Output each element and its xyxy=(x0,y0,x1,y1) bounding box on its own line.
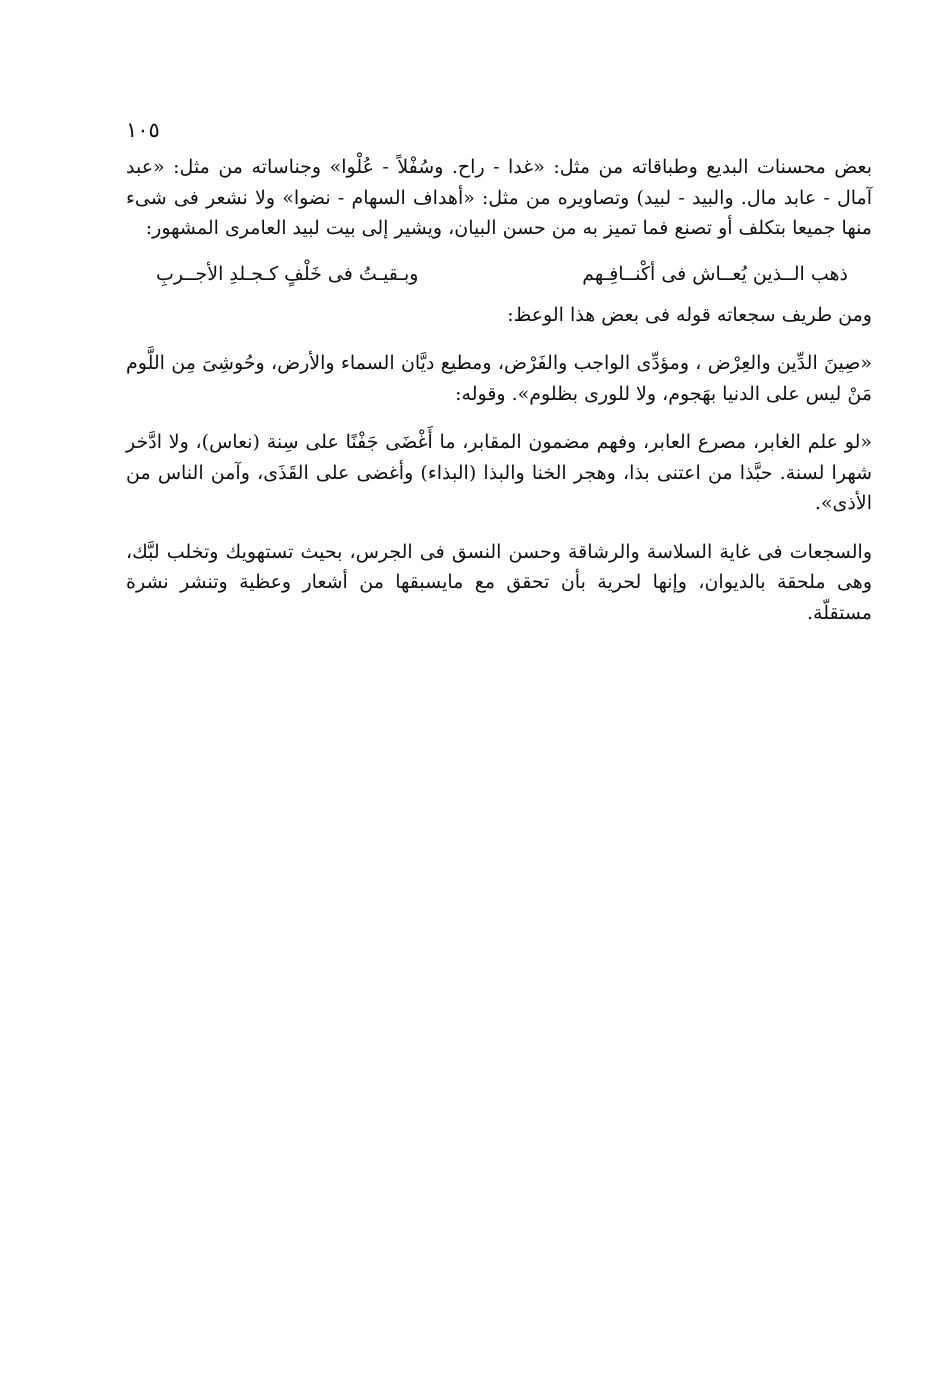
verse-second-hemistich: وبـقيـتُ فى خَلْفٍ كـجـلدِ الأجــربِ xyxy=(156,262,419,285)
verse-first-hemistich: ذهب الــذين يُعــاش فى أكْنــافِـهم xyxy=(582,262,848,285)
quote-paragraph-1: «صِينَ الدِّين والعِرْض ، ومؤدِّى الواجب والفَرْض، ومطيع ديَّان السماء والأرض، وحُوشِىَ مِن اللَّوم مَنْ ليس على الدنيا بهَجوم، ولا للورى بظلوم». وقوله: xyxy=(126,352,872,405)
poem-verse xyxy=(156,258,848,290)
closing-paragraph: والسجعات فى غاية السلاسة والرشاقة وحسن النسق فى الجرس، بحيث تستهويك وتخلب لبَّك، وهى ملحقة بالديوان، وإنها لحرية بأن تحقق مع مايسبقها من أشعار وعظية وتنشر نشرة مستقلّة. xyxy=(126,540,872,624)
quote-paragraph-2: «لو علم الغابر، مصرع العابر، وفهم مضمون المقابر، ما أَغْضَى جَفْنًا على سِنة (نعاس)، ولا ادَّخر شهرا لسنة. حبَّذا من اعتنى بذا، وهجر الخنا والبذا (البذاء) وأغضى على القَذَى، وآمن الناس من الأذى». xyxy=(126,431,872,514)
body-text xyxy=(126,152,872,628)
lead-in-paragraph: ومن طريف سجعاته قوله فى بعض هذا الوعظ: xyxy=(507,303,872,326)
intro-paragraph: بعض محسنات البديع وطباقاته من مثل: «غدا - راح. وسُفْلاً - عُلْوا» وجناساته من مثل: «عبد آمال - عابد مال. والبيد - لبيد) وتصاويره من مثل: «أهداف السهام - نضوا» ولا نشعر فى شىء منها جميعا بتكلف أو تصنع فما تميز به من حسن البيان، ويشير إلى بيت لبيد العامرى المشهور: xyxy=(126,156,872,239)
page-number: ١٠٥ xyxy=(126,118,160,142)
